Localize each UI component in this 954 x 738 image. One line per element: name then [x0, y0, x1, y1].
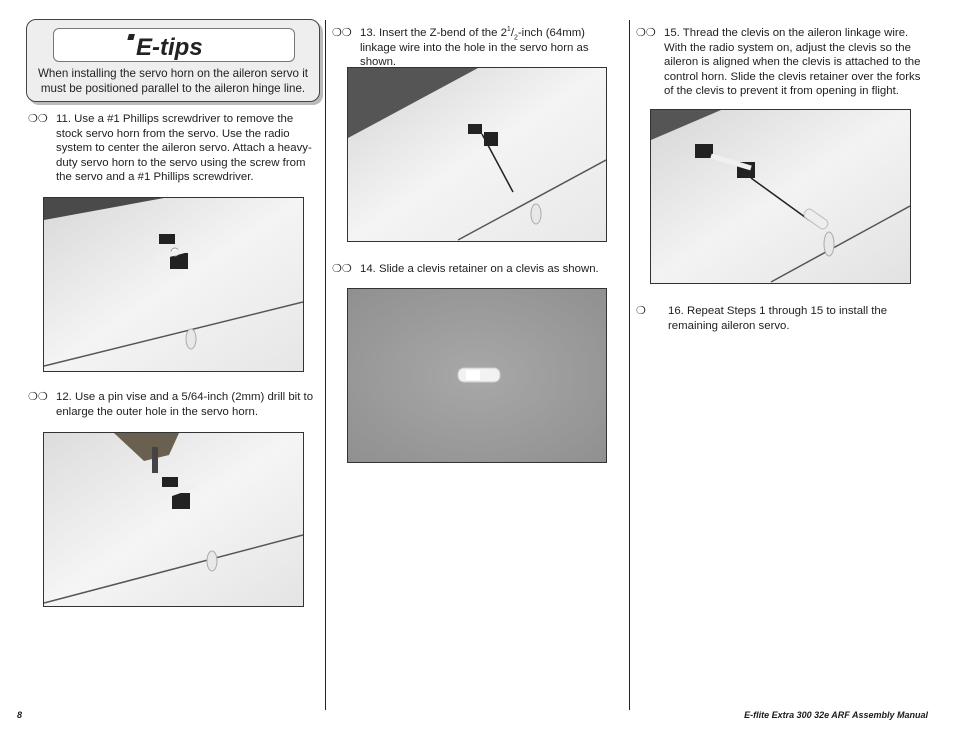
step-12 [28, 390, 318, 419]
svg-text:E-tips: E-tips [136, 34, 203, 60]
step-12-text: 12. Use a pin vise and a 5/64-inch (2mm) drill bit to enlarge the outer hole in the servo horn. [56, 391, 314, 418]
step-11-text: 11. Use a #1 Phillips screwdriver to remove the stock servo horn from the servo. Use the radio system to center the aileron servo. Attach a heavy-duty servo horn to the servo using the screw from the servo and a #1 Phillips screwdriver. [56, 113, 312, 184]
checkbox-pair[interactable]: ❍❍ [28, 113, 48, 125]
photo-clevis-retainer [347, 288, 607, 463]
step-11 [28, 112, 318, 185]
column-divider-right [629, 20, 630, 710]
checkbox-pair[interactable]: ❍❍ [636, 27, 656, 39]
step-14 [332, 262, 624, 277]
step-15 [636, 26, 928, 99]
checkbox-single[interactable]: ❍ [636, 305, 646, 317]
step-13-text: 13. Insert the Z-bend of the $2^1/_2$-inch (64mm) linkage wire into the hole in the servo horn as shown. [360, 26, 589, 69]
page-number: 8 [17, 710, 23, 720]
photo-drill-servo-horn [43, 432, 304, 607]
etips-text: When installing the servo horn on the aileron servo it must be positioned parallel to the aileron hinge line. [37, 67, 309, 95]
photo-clevis-attached [650, 109, 911, 284]
photo-linkage-in-horn [347, 67, 607, 242]
checkbox-pair[interactable]: ❍❍ [332, 27, 352, 39]
checkbox-pair[interactable]: ❍❍ [28, 391, 48, 403]
checkbox-pair[interactable]: ❍❍ [332, 263, 352, 275]
etips-logo-frame [53, 28, 295, 62]
step-14-text: 14. Slide a clevis retainer on a clevis as shown. [360, 263, 599, 275]
step-13 [332, 26, 624, 70]
step-16 [636, 304, 928, 333]
column-divider-left [325, 20, 326, 710]
step-15-text: 15. Thread the clevis on the aileron linkage wire. With the radio system on, adjust the clevis so the aileron is aligned when the clevis is attached to the control horn. Slide the clevis retainer over the forks of the clevis to prevent it from opening in flight. [664, 27, 921, 98]
photo-servo-horn-installed [43, 197, 304, 372]
etips-callout [26, 19, 320, 102]
etips-logo [126, 30, 226, 60]
step-16-text: 16. Repeat Steps 1 through 15 to install the remaining aileron servo. [668, 305, 888, 332]
manual-title: E-flite Extra 300 32e ARF Assembly Manual [744, 710, 928, 720]
